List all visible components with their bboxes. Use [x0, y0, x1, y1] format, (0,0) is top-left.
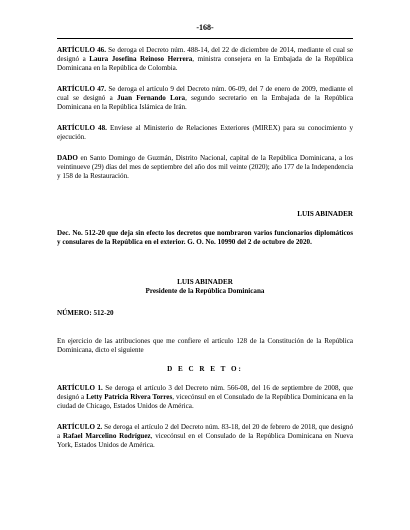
article-2-label: ARTÍCULO 2. — [57, 423, 103, 431]
article-47-label: ARTÍCULO 47. — [57, 85, 107, 93]
president-title: Presidente de la República Dominicana — [145, 287, 265, 295]
article-1-label: ARTÍCULO 1. — [57, 384, 103, 392]
article-2 — [57, 423, 353, 450]
president-name: LUIS ABINADER — [177, 278, 233, 286]
dado-label: DADO — [57, 154, 78, 162]
header-rule — [57, 38, 353, 39]
article-47-text-2: , segundo secretario en la Embajada de la República Dominicana en la República Islámica de Irán. — [57, 94, 353, 111]
article-2-name: Rafael Marcelino Rodríguez — [62, 432, 151, 440]
article-2-text-2: , vicecónsul en el Consulado de la República Dominicana en Nueva York, Estados Unidos de América. — [57, 432, 353, 449]
article-46-text-1: Se deroga el Decreto núm. 488-14, del 22 de diciembre de 2014, mediante el cual se designó a — [57, 46, 353, 63]
page-number: -168- — [196, 23, 214, 32]
article-48-text: Envíese al Ministerio de Relaciones Exteriores (MIREX) para su conocimiento y ejecución. — [57, 124, 353, 141]
article-1 — [57, 384, 353, 411]
article-2-text-1: Se deroga el artículo 2 del Decreto núm. 83-18, del 20 de febrero de 2018, que designó a — [57, 423, 353, 440]
signature-luis-abinader: LUIS ABINADER — [297, 210, 353, 218]
article-48-label: ARTÍCULO 48. — [57, 124, 107, 132]
article-1-name: Letty Patricia Rivera Torres — [86, 393, 173, 401]
article-47-name: Juan Fernando Lora — [117, 94, 186, 102]
dado-text: en Santo Domingo de Guzmán, Distrito Nacional, capital de la República Dominicana, a los veintinueve (29) días del mes de septiembre del año dos mil veinte (2020); año 177 de la Independencia y 158 de la Restauración. — [57, 154, 353, 180]
article-46-label: ARTÍCULO 46. — [57, 46, 107, 54]
decree-summary: Dec. No. 512-20 que deja sin efecto los decretos que nombraron varios funcionarios diplomáticos y consulares de la República en el exterior. G. O. No. 10990 del 2 de octubre de 2020. — [57, 229, 353, 246]
document-body — [57, 46, 353, 450]
article-46-name: Laura Josefina Reinoso Herrera — [89, 55, 193, 63]
article-1-text-2: , vicecónsul en el Consulado de la República Dominicana en la ciudad de Chicago, Estados Unidos de América. — [57, 393, 354, 410]
article-46-text-2: , ministra consejera en la Embajada de la República Dominicana en la República de Colombia. — [57, 55, 354, 72]
exercise-clause: En ejercicio de las atribuciones que me confiere el artículo 128 de la Constitución de la República Dominicana, dicto el siguiente — [57, 337, 353, 354]
dado-clause — [57, 154, 353, 181]
article-47 — [57, 85, 353, 112]
decree-number: NÚMERO: 512-20 — [57, 309, 114, 317]
decreto-heading: D E C R E T O: — [167, 365, 243, 373]
article-46 — [57, 46, 353, 73]
article-48 — [57, 124, 353, 142]
article-47-text-1: Se deroga el artículo 9 del Decreto núm. 06-09, del 7 de enero de 2009, mediante el cual se designó a — [57, 85, 354, 102]
article-1-text-1: Se deroga el artículo 3 del Decreto núm. 566-08, del 16 de septiembre de 2008, que designó a — [57, 384, 353, 401]
